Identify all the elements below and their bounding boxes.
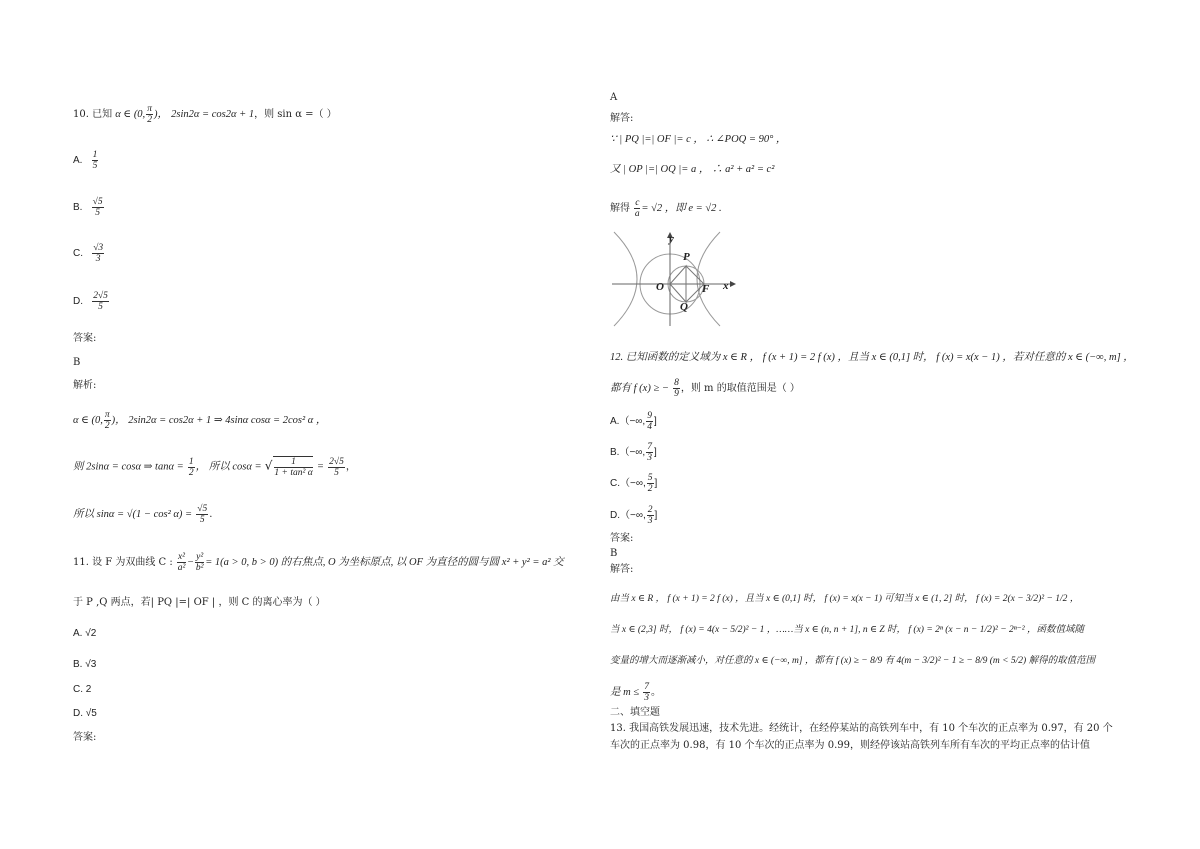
q11-answer-label: 答案: <box>73 732 97 743</box>
hyperbola-right-branch <box>697 232 720 326</box>
q10-analysis-label: 解析: <box>73 380 97 391</box>
q10-option-c[interactable]: C. $\frac{√3}{3}$ <box>73 243 104 264</box>
q12-option-c[interactable]: C.（−∞, $\frac{5}{2}$ ] <box>610 473 658 494</box>
q11-stem-line-2: 于 P ,Q 两点，若| PQ |=| OF | ，则 C 的离心率为（ ） <box>73 597 326 608</box>
q11-analysis-line-3: 解得 $\frac{c}{a}$ = √2 ，即 e = √2 . <box>610 198 722 219</box>
q12-answer-label: 答案: <box>610 533 634 544</box>
q11-analysis-line-1: ∵ | PQ |=| OF |= c ， ∴ ∠POQ = 90° ， <box>610 134 787 145</box>
q11-stem-line-1: 11. 设 F 为双曲线 C : $\frac{\text{x²}}{\text{a²}}$ − $\frac{\text{y²}}{\text{b²}}$ = 1(a > 0, b > 0) 的右焦点, O 为坐标原点, 以 OF 为直径的圆与圆 x² + y² = a² 交 <box>73 552 564 573</box>
q11-analysis-line-2: 又 | OP |=| OQ |= a ， ∴ a² + a² = c² <box>610 164 775 175</box>
q13-line-2: 车次的正点率为 0.98，有 10 个车次的正点率为 0.99，则经停该站高铁列车所有车次的平均正点率的估计值 <box>610 740 1090 751</box>
q12-option-b[interactable]: B.（−∞, $\frac{7}{3}$ ] <box>610 442 657 463</box>
q10-option-d[interactable]: D. $\frac{2√5}{5}$ <box>73 291 108 312</box>
label-f: F <box>702 283 710 295</box>
label-p: P <box>683 251 690 263</box>
label-o: O <box>656 281 664 293</box>
q11-option-b[interactable]: B. √3 <box>73 659 97 670</box>
q12-analysis-line-3: 变量的增大而逐渐减小，对任意的 x ∈ (−∞, m] ，都有 f (x) ≥ − 8/9 有 4(m − 3/2)² − 1 ≥ − 8/9 (m < 5/2) 解得的取值范围 <box>610 656 1096 666</box>
q12-analysis-line-4: 是 m ≤ $\frac{7}{3}$ 。 <box>610 682 662 703</box>
q12-option-a[interactable]: A.（−∞, $\frac{9}{4}$ ] <box>610 411 657 432</box>
q11-answer: A <box>610 92 618 103</box>
q10-option-b[interactable]: B. $\frac{√5}{5}$ <box>73 197 103 218</box>
q12-option-d[interactable]: D.（−∞, $\frac{2}{3}$ ] <box>610 505 658 526</box>
q10-answer-label: 答案: <box>73 333 97 344</box>
label-q: Q <box>680 301 688 313</box>
q12-stem-line-1: 12. 已知函数的定义域为 x ∈ R ， f (x + 1) = 2 f (x) ，且当 x ∈ (0,1] 时， f (x) = x(x − 1) ，若对任意的 x ∈ (−∞, m] ， <box>610 352 1134 363</box>
x-axis-arrow <box>730 281 736 287</box>
q11-option-d[interactable]: D. √5 <box>73 708 97 719</box>
q10-analysis-line-2: 则 2sinα = cosα ⇒ tanα = $\frac{1}{2}$ ， 所以 cosα = √ $\frac{1}{\text{1 + tan² α}}$ = $\frac{2√5}{5}$ ， <box>73 456 356 478</box>
q11-option-a[interactable]: A. √2 <box>73 628 97 639</box>
hyperbola-circle-figure <box>612 230 740 328</box>
q10-analysis-line-1: α ∈ (0, $\frac{\pi}{2}$ )， 2sin2α = cos2α + 1 ⇒ 4sinα cosα = 2cos² α ， <box>73 410 327 431</box>
q12-analysis-label: 解答: <box>610 564 634 575</box>
label-x: x <box>723 280 729 292</box>
section-heading-fill-in: 二、填空题 <box>610 707 660 718</box>
q12-analysis-line-1: 由当 x ∈ R ， f (x + 1) = 2 f (x) ，且当 x ∈ (0,1] 时， f (x) = x(x − 1) 可知当 x ∈ (1, 2] 时， f (x) = 2(x − 3/2)² − 1/2 ， <box>610 594 1080 604</box>
q10-analysis-line-3: 所以 sinα = √(1 − cos² α) = $\frac{√5}{5}$ . <box>73 504 213 525</box>
q12-analysis-line-2: 当 x ∈ (2,3] 时， f (x) = 4(x − 5/2)² − 1 ，……当 x ∈ (n, n + 1], n ∈ Z 时， f (x) = 2ⁿ (x − n − 1/2)² − 2ⁿ⁻² ，函数值域随 <box>610 625 1084 635</box>
q11-option-c[interactable]: C. 2 <box>73 684 92 695</box>
q10-answer: B <box>73 357 81 368</box>
hyperbola-left-branch <box>614 232 637 326</box>
q10-option-a[interactable]: A. $\frac{1}{5}$ <box>73 150 98 171</box>
q12-answer: B <box>610 548 618 559</box>
q10-stem: 10. 已知 α ∈ (0, $\frac{\pi}{2}$ )， 2sin2α = cos2α + 1，则 sin α =（ ） <box>73 104 337 125</box>
q11-analysis-label: 解答: <box>610 113 634 124</box>
q12-stem-line-2: 都有 f (x) ≥ − $\frac{8}{9}$ ，则 m 的取值范围是（ ） <box>610 378 800 399</box>
q13-line-1: 13. 我国高铁发展迅速，技术先进。经统计，在经停某站的高铁列车中，有 10 个车次的正点率为 0.97，有 20 个 <box>610 723 1113 734</box>
label-y: y <box>669 233 674 245</box>
